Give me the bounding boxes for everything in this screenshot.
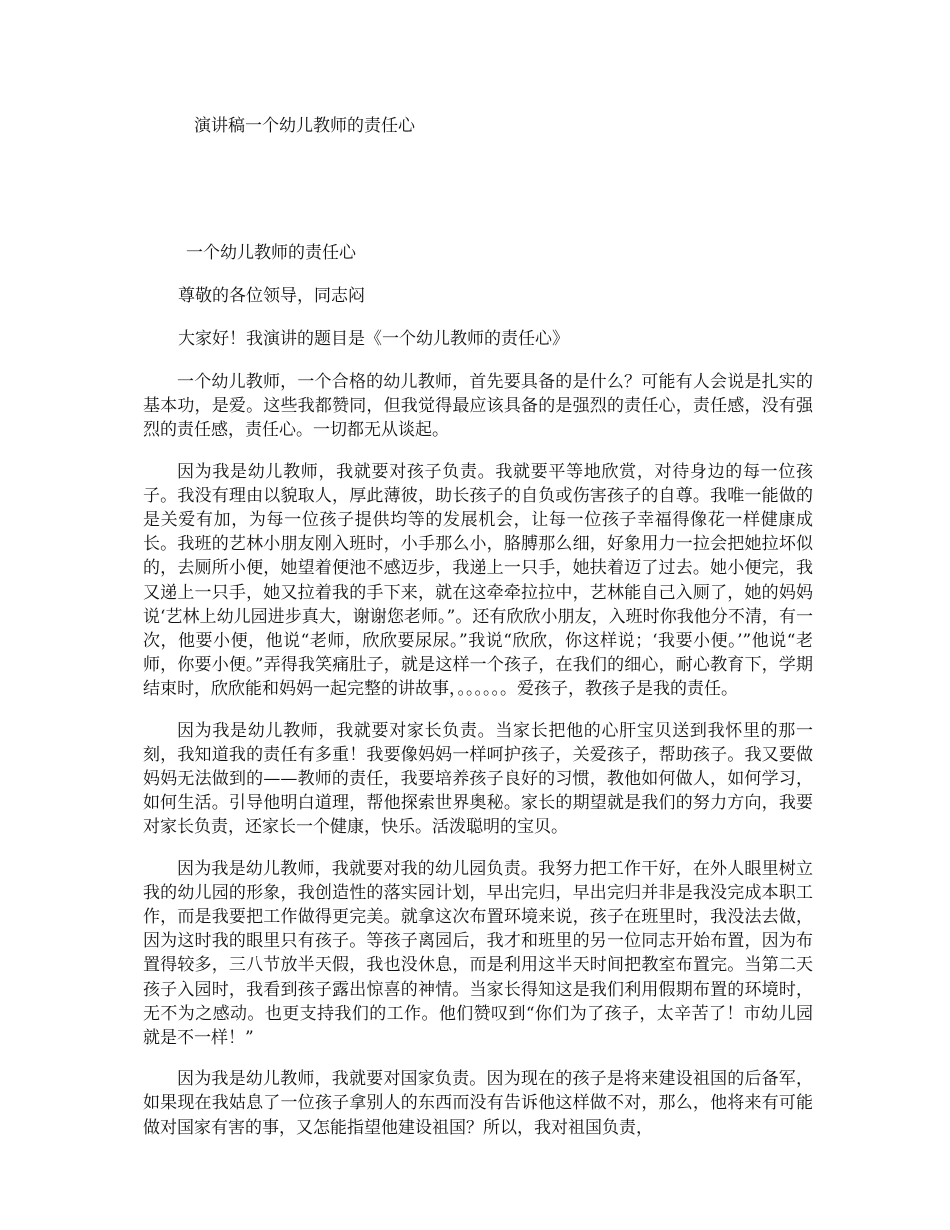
paragraph-intro: 一个幼儿教师，一个合格的幼儿教师，首先要具备的是什么？可能有人会说是扎实的基本功，是爱。这些我都赞同，但我觉得最应该具备的是强烈的责任心，责任感，没有强烈的责任感，责任心。一切都无从谈起。 [143, 372, 813, 441]
paragraph-country: 因为我是幼儿教师，我就要对国家负责。因为现在的孩子是将来建设祖国的后备军，如果现在我姑息了一位孩子拿别人的东西而没有告诉他这样做不对，那么，他将来有可能做对国家有害的事，又怎能指望他建设祖国？所以，我对祖国负责， [143, 1069, 813, 1138]
greeting: 大家好！我演讲的题目是《一个幼儿教师的责任心》 [178, 329, 569, 349]
salutation: 尊敬的各位领导，同志闷 [178, 286, 365, 306]
paragraph-kindergarten: 因为我是幼儿教师，我就要对我的幼儿园负责。我努力把工作干好，在外人眼里树立我的幼儿园的形象，我创造性的落实园计划，早出完归，早出完归并非是我没完成本职工作，而是我要把工作做得更完美。就拿这次布置环境来说，孩子在班里时，我没法去做，因为这时我的眼里只有孩子。等孩子离园后，我才和班里的另一位同志开始布置，因为布置得较多，三八节放半天假，我也没休息，而是利用这半天时间把教室布置完。当第二天孩子入园时，我看到孩子露出惊喜的神情。当家长得知这是我们利用假期布置的环境时，无不为之感动。也更支持我们的工作。他们赞叹到“你们为了孩子，太辛苦了！市幼儿园就是不一样！” [143, 858, 813, 1049]
speech-title: 一个幼儿教师的责任心 [186, 243, 356, 263]
paragraph-children: 因为我是幼儿教师，我就要对孩子负责。我就要平等地欣赏，对待身边的每一位孩子。我没有理由以貌取人，厚此薄彼，助长孩子的自负或伤害孩子的自尊。我唯一能做的是关爱有加，为每一位孩子提供均等的发展机会，让每一位孩子幸福得像花一样健康成长。我班的艺林小朋友刚入班时，小手那么小，胳膊那么细，好象用力一拉会把她拉坏似的，去厕所小便，她望着便池不感迈步，我递上一只手，她扶着迈了过去。她小便完，我又递上一只手，她又拉着我的手下来，就在这牵牵拉拉中，艺林能自己入厕了，她的妈妈说‘艺林上幼儿园进步真大，谢谢您老师。”。还有欣欣小朋友，入班时你我他分不清，有一次，他要小便，他说“老师，欣欣要尿尿。”我说“欣欣，你这样说；‘我要小便。’”他说“老师，你要小便。”弄得我笑痛肚子，就是这样一个孩子，在我们的细心，耐心教育下，学期结束时，欣欣能和妈妈一起完整的讲故事，。。。。。。爱孩子，教孩子是我的责任。 [143, 461, 813, 700]
paragraph-parents: 因为我是幼儿教师，我就要对家长负责。当家长把他的心肝宝贝送到我怀里的那一刻，我知道我的责任有多重！我要像妈妈一样呵护孩子，关爱孩子，帮助孩子。我又要做妈妈无法做到的——教师的责任，我要培养孩子良好的习惯，教他如何做人，如何学习，如何生活。引导他明白道理，帮他探索世界奥秘。家长的期望就是我们的努力方向，我要对家长负责，还家长一个健康，快乐。活泼聪明的宝贝。 [143, 720, 813, 838]
document-title: 演讲稿一个幼儿教师的责任心 [194, 116, 415, 136]
body-text [143, 370, 813, 1157]
